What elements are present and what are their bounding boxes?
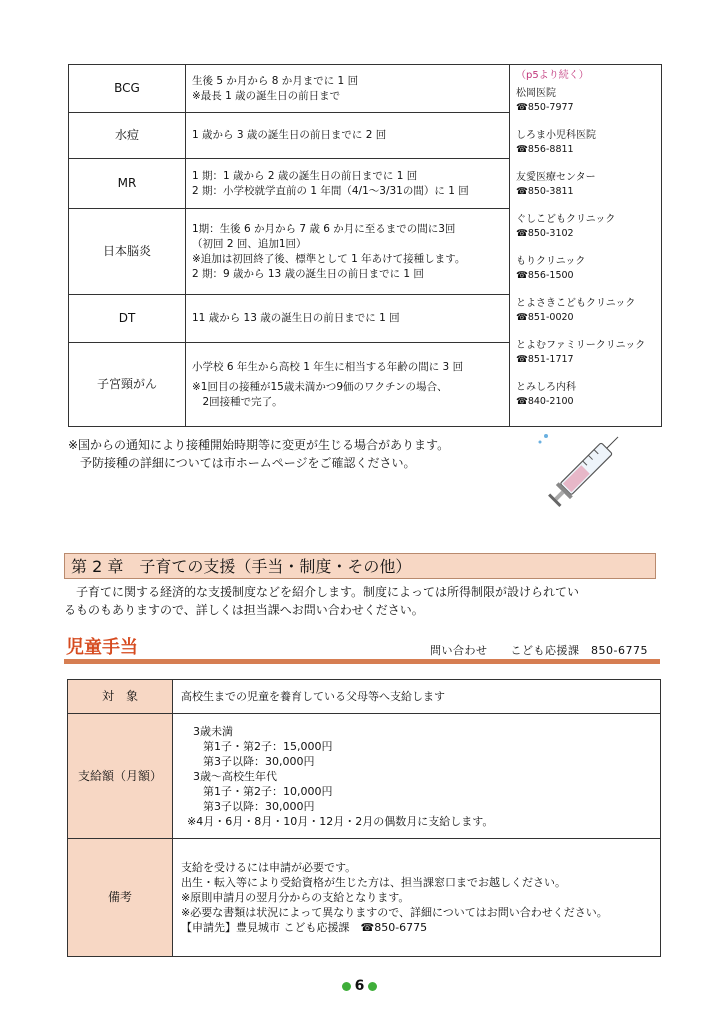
vaccine-name: BCG xyxy=(69,65,186,113)
syringe-icon xyxy=(534,428,630,518)
vaccine-desc: 1 期：1 歳から 2 歳の誕生日の前日までに 1 回 2 期：小学校就学直前の 1 年間（4/1～3/31の間）に 1 回 xyxy=(186,159,510,209)
clinic-item: とみしろ内科 ☎840-2100 xyxy=(516,382,576,407)
remarks-label: 備考 xyxy=(68,839,173,957)
section-title: 児童手当 xyxy=(66,637,138,658)
allowance-table xyxy=(67,679,661,957)
continued-note: （p5より続く） xyxy=(516,70,589,81)
amount-text: 3歳未満 第1子・第2子：15,000円 第3子以降：30,000円 3歳～高校生年代 第1子・第2子：10,000円 第3子以降：30,000円 ※4月・6月・8月・10月・12月・2月の偶数月に支給します。 xyxy=(173,714,661,839)
vaccine-name: DT xyxy=(69,295,186,343)
clinic-item: 友愛医療センター ☎850-3811 xyxy=(516,172,596,197)
dot-icon xyxy=(368,982,377,991)
target-label: 対 象 xyxy=(68,680,173,714)
clinic-item: ぐしこどもクリニック ☎850-3102 xyxy=(516,214,616,239)
clinic-item: とよむファミリークリニック ☎851-1717 xyxy=(516,340,646,365)
chapter-intro: 子育てに関する経済的な支援制度などを紹介します。制度によっては所得制限が設けられてい るものもありますので、詳しくは担当課へお問い合わせください。 xyxy=(64,585,580,617)
chapter-title: 第 2 章 子育ての支援（手当・制度・その他） xyxy=(64,553,656,579)
section-underline xyxy=(64,659,660,664)
section-contact: 問い合わせ こども応援課 850-6775 xyxy=(430,644,648,657)
page-number: 6 xyxy=(0,978,719,994)
vaccine-desc: 生後 5 か月から 8 か月までに 1 回 ※最長 1 歳の誕生日の前日まで xyxy=(186,65,510,113)
vaccine-note: ※国からの通知により接種開始時期等に変更が生じる場合があります。 予防接種の詳細については市ホームページをご確認ください。 xyxy=(68,438,450,470)
vaccine-desc: 1 歳から 3 歳の誕生日の前日までに 2 回 xyxy=(186,113,510,159)
vaccine-name: 水痘 xyxy=(69,113,186,159)
vaccine-name: MR xyxy=(69,159,186,209)
vaccine-name: 日本脳炎 xyxy=(69,209,186,295)
remarks-text: 支給を受けるには申請が必要です。 出生・転入等により受給資格が生じた方は、担当課窓口までお越しください。 ※原則申請月の翌月分からの支給となります。 ※必要な書類は状況によって異なりますので、詳細についてはお問い合わせください。 【申請先】豊見城市 こども応援課 ☎850-6775 xyxy=(173,839,661,957)
dot-icon xyxy=(342,982,351,991)
vaccine-name: 子宮頸がん xyxy=(69,343,186,427)
clinic-item: 松岡医院 ☎850-7977 xyxy=(516,88,574,113)
vaccine-table xyxy=(68,64,662,427)
vaccine-desc: 1期：生後 6 か月から 7 歳 6 か月に至るまでの間に3回 （初回 2 回、追加1回） ※追加は初回終了後、標準として 1 年あけて接種します。 2 期：9 歳から 13 歳の誕生日の前日までに 1 回 xyxy=(186,209,510,295)
vaccine-desc: 11 歳から 13 歳の誕生日の前日までに 1 回 xyxy=(186,295,510,343)
clinic-list xyxy=(510,65,662,427)
clinic-item: しろま小児科医院 ☎856-8811 xyxy=(516,130,596,155)
amount-label: 支給額（月額） xyxy=(68,714,173,839)
vaccine-desc: 小学校 6 年生から高校 1 年生に相当する年齢の間に 3 回 ※1回目の接種が15歳未満かつ9価のワクチンの場合、 2回接種で完了。 xyxy=(186,343,510,427)
target-text: 高校生までの児童を養育している父母等へ支給します xyxy=(173,680,661,714)
clinic-item: とよさきこどもクリニック ☎851-0020 xyxy=(516,298,636,323)
clinic-item: もりクリニック ☎856-1500 xyxy=(516,256,586,281)
